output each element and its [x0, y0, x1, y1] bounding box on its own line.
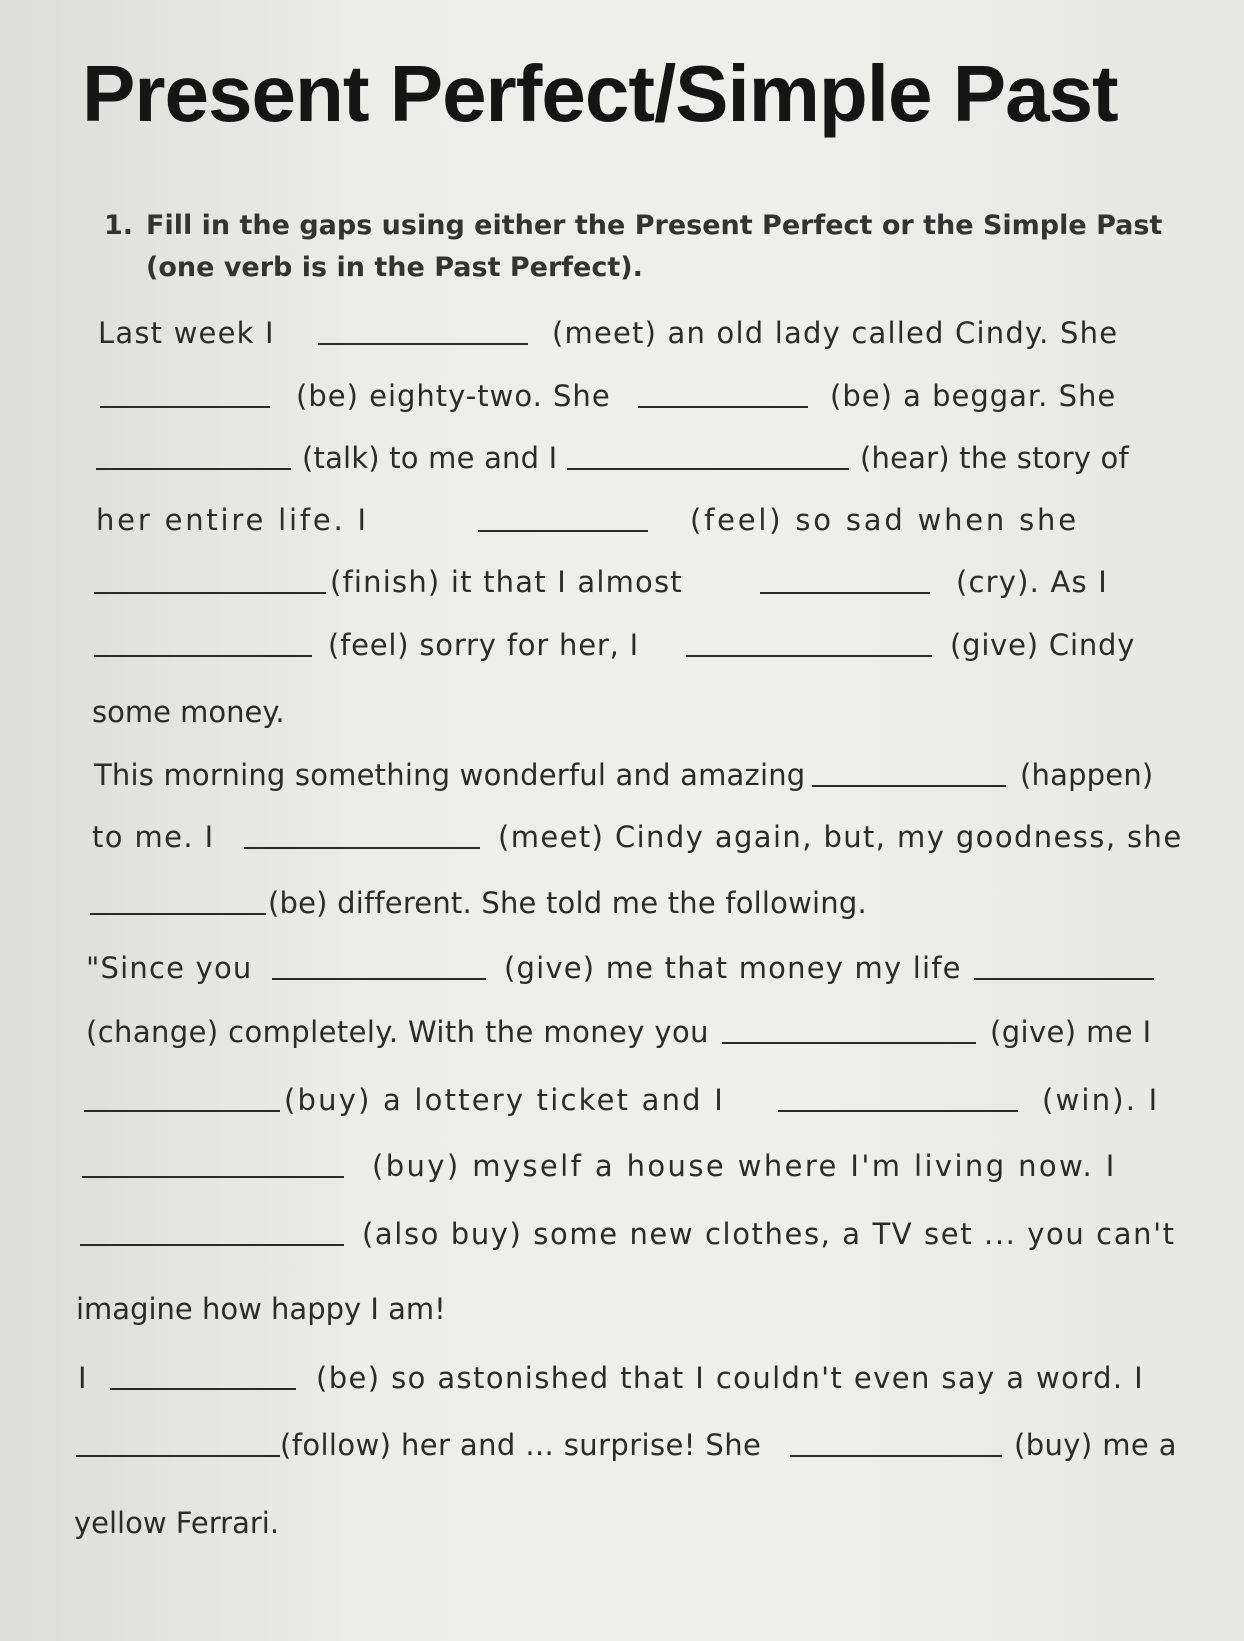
- answer-blank[interactable]: [567, 468, 849, 470]
- passage-text: This morning something wonderful and amazing: [94, 758, 806, 792]
- text-line: [0, 1503, 1244, 1543]
- passage-text: (hear) the story of: [860, 441, 1129, 475]
- text-line: [0, 883, 1244, 923]
- exercise-number: 1.: [104, 210, 134, 241]
- passage-text: (give) me I: [990, 1015, 1152, 1049]
- passage-text: to me. I: [92, 820, 215, 854]
- answer-blank[interactable]: [80, 1244, 344, 1246]
- answer-blank[interactable]: [790, 1455, 1002, 1457]
- text-line: [0, 817, 1244, 857]
- page-title: Present Perfect/Simple Past: [82, 49, 1118, 138]
- text-line: [0, 313, 1244, 353]
- text-line: [0, 1214, 1244, 1254]
- text-line: [0, 1358, 1244, 1398]
- answer-blank[interactable]: [760, 592, 930, 594]
- passage-text: (finish) it that I almost: [330, 565, 683, 599]
- passage-text: (happen): [1020, 758, 1154, 792]
- passage-text: (feel) sorry for her, I: [328, 628, 639, 662]
- passage-text: (be) different. She told me the following.: [268, 886, 867, 920]
- passage-text: (meet) Cindy again, but, my goodness, she: [498, 820, 1183, 854]
- passage-text: (be) a beggar. She: [830, 379, 1117, 413]
- answer-blank[interactable]: [244, 847, 480, 849]
- passage-text: I: [78, 1361, 88, 1395]
- answer-blank[interactable]: [82, 1176, 344, 1178]
- answer-blank[interactable]: [722, 1042, 976, 1044]
- text-line: [0, 692, 1244, 732]
- text-line: [0, 1425, 1244, 1465]
- text-line: [0, 625, 1244, 665]
- answer-blank[interactable]: [272, 978, 486, 980]
- text-line: [0, 562, 1244, 602]
- passage-text: (buy) me a: [1014, 1428, 1177, 1462]
- passage-text: "Since you: [86, 951, 253, 985]
- passage-text: (also buy) some new clothes, a TV set ... you can't: [362, 1217, 1176, 1251]
- passage-text: (buy) a lottery ticket and I: [284, 1083, 725, 1117]
- text-line: [0, 1080, 1244, 1120]
- answer-blank[interactable]: [638, 406, 808, 408]
- text-line: [0, 1289, 1244, 1329]
- answer-blank[interactable]: [94, 655, 312, 657]
- text-line: [0, 438, 1244, 478]
- text-line: [0, 500, 1244, 540]
- passage-text: (follow) her and ... surprise! She: [280, 1428, 762, 1462]
- exercise-instruction: [104, 205, 1184, 289]
- passage-text: (win). I: [1042, 1083, 1160, 1117]
- passage-text: imagine how happy I am!: [76, 1292, 446, 1326]
- text-line: [0, 1012, 1244, 1052]
- answer-blank[interactable]: [100, 406, 270, 408]
- passage-text: (buy) myself a house where I'm living now. I: [372, 1149, 1117, 1183]
- answer-blank[interactable]: [94, 592, 326, 594]
- instruction-text: Fill in the gaps using either the Present Perfect or the Simple Past (one verb is in the Past Perfect).: [146, 210, 1163, 283]
- answer-blank[interactable]: [96, 468, 291, 470]
- answer-blank[interactable]: [812, 785, 1006, 787]
- passage-text: (give) me that money my life: [504, 951, 962, 985]
- answer-blank[interactable]: [76, 1455, 280, 1457]
- passage-text: (be) eighty-two. She: [296, 379, 611, 413]
- passage-text: (be) so astonished that I couldn't even say a word. I: [316, 1361, 1145, 1395]
- answer-blank[interactable]: [478, 530, 648, 532]
- text-line: [0, 1146, 1244, 1186]
- passage-text: (feel) so sad when she: [690, 503, 1079, 537]
- passage-text: yellow Ferrari.: [74, 1506, 280, 1540]
- answer-blank[interactable]: [318, 343, 528, 345]
- text-line: [0, 948, 1244, 988]
- text-line: [0, 376, 1244, 416]
- answer-blank[interactable]: [110, 1388, 296, 1390]
- text-line: [0, 755, 1244, 795]
- answer-blank[interactable]: [90, 913, 266, 915]
- passage-text: Last week I: [98, 316, 275, 350]
- passage-text: (cry). As I: [956, 565, 1109, 599]
- answer-blank[interactable]: [686, 655, 932, 657]
- answer-blank[interactable]: [84, 1110, 280, 1112]
- passage-text: (change) completely. With the money you: [86, 1015, 709, 1049]
- passage-text: some money.: [92, 695, 285, 729]
- passage-text: her entire life. I: [96, 503, 369, 537]
- answer-blank[interactable]: [778, 1110, 1018, 1112]
- passage-text: (talk) to me and I: [302, 441, 558, 475]
- passage-text: (give) Cindy: [950, 628, 1136, 662]
- passage-text: (meet) an old lady called Cindy. She: [552, 316, 1119, 350]
- answer-blank[interactable]: [974, 978, 1154, 980]
